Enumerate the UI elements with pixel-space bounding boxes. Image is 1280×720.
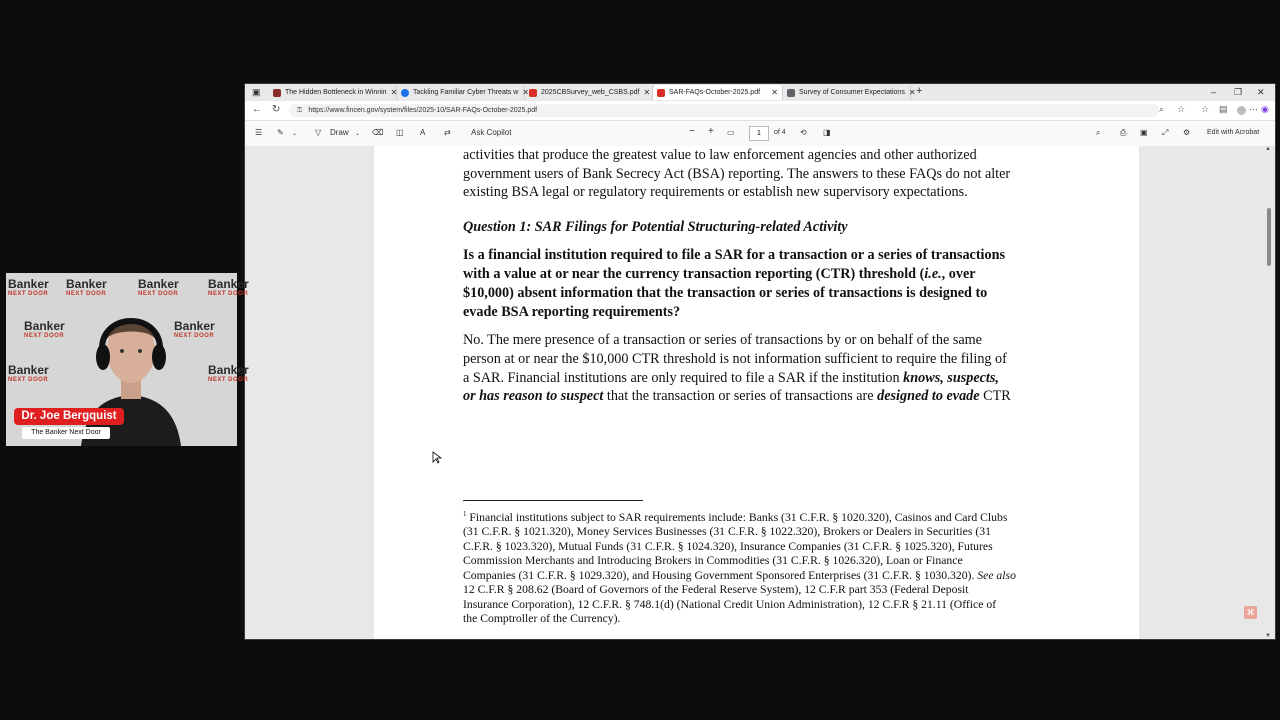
intro-line: government users of Bank Secrecy Act (BSA) reporting. The answers to these FAQs do not alter bbox=[463, 166, 1011, 182]
url-field[interactable] bbox=[289, 104, 1159, 117]
browser-icon bbox=[401, 89, 409, 97]
logo-backdrop bbox=[24, 321, 65, 341]
logo-subtext: NEXT DOOR bbox=[8, 291, 49, 297]
book-icon bbox=[273, 89, 281, 97]
question-line: Is a financial institution required to file a SAR for a transaction or a series of transactions bbox=[463, 247, 1006, 263]
footnote-line bbox=[463, 507, 1063, 525]
fullscreen-icon[interactable]: ⤢ bbox=[1162, 128, 1169, 137]
footnote-line: Commission Merchants and Introducing Brokers in Commodities (31 C.F.R. § 1026.320), Loan or Finance bbox=[463, 554, 963, 568]
tab-cbsurvey-pdf[interactable] bbox=[525, 85, 653, 100]
logo-text: Banker bbox=[8, 363, 49, 377]
footnote-line: Insurance Corporation), 12 C.F.R. § 748.1(d) (National Credit Union Administration), 12 C.F.R § 21.11 (Office of bbox=[463, 597, 997, 611]
footnote-divider bbox=[463, 500, 643, 501]
scroll-up-icon[interactable]: ▲ bbox=[1265, 146, 1271, 152]
fit-page-icon[interactable]: ▭ bbox=[727, 128, 735, 137]
eraser-icon[interactable]: ⌫ bbox=[372, 128, 384, 137]
footnote-line: the Comptroller of the Currency). bbox=[463, 612, 621, 626]
address-bar bbox=[245, 101, 1275, 121]
logo-backdrop bbox=[8, 279, 49, 299]
logo-text: Banker bbox=[138, 277, 179, 291]
close-window-button[interactable]: ✕ bbox=[1257, 87, 1265, 97]
pdf-page bbox=[374, 146, 1139, 639]
footnote-line bbox=[463, 569, 1063, 584]
logo-text: Banker bbox=[174, 319, 215, 333]
new-tab-button[interactable]: + bbox=[916, 85, 923, 97]
rotate-icon[interactable]: ⟲ bbox=[800, 128, 807, 137]
tab-label: The Hidden Bottleneck in Winnin bbox=[285, 89, 387, 96]
logo-text: Banker bbox=[208, 277, 249, 291]
answer-text: a SAR. Financial institutions are only required to file a SAR if the institution bbox=[463, 370, 904, 386]
edit-with-acrobat-button[interactable]: Edit with Acrobat bbox=[1207, 129, 1260, 136]
footnote-text: Companies (31 C.F.R. § 1029.320), and Housing Government Sponsored Enterprises (31 C.F.R. § 1030.320). bbox=[463, 568, 978, 582]
logo-backdrop bbox=[8, 365, 49, 385]
logo-backdrop bbox=[66, 279, 107, 299]
translate-icon[interactable]: ⇄ bbox=[444, 128, 451, 137]
back-button[interactable]: ← bbox=[252, 104, 262, 115]
two-page-icon[interactable]: ◨ bbox=[823, 128, 831, 137]
tab-cyber-threats[interactable] bbox=[397, 85, 529, 100]
tab-bar bbox=[245, 84, 1275, 101]
chevron-down-icon[interactable]: ⌄ bbox=[355, 131, 361, 137]
tab-label: Survey of Consumer Expectations bbox=[799, 89, 905, 96]
pdf-viewer[interactable] bbox=[245, 146, 1275, 639]
answer-line bbox=[463, 369, 1063, 388]
page-icon bbox=[787, 89, 795, 97]
logo-backdrop bbox=[208, 365, 249, 385]
tab-label: SAR-FAQs-October-2025.pdf bbox=[669, 89, 761, 96]
question-line: $10,000) absent information that the transaction or series of transactions is designed to bbox=[463, 285, 988, 301]
answer-text: that the transaction or series of transactions are bbox=[603, 388, 878, 404]
url-text: https://www.fincen.gov/system/files/2025-10/SAR-FAQs-October-2025.pdf bbox=[308, 107, 538, 114]
question-line bbox=[463, 265, 1063, 284]
profile-avatar-icon[interactable] bbox=[1237, 106, 1246, 115]
minimize-button[interactable]: – bbox=[1211, 87, 1217, 97]
tab-label: Tackling Familiar Cyber Threats w bbox=[413, 89, 519, 96]
question-text-italic: i.e. bbox=[924, 266, 942, 282]
collections-icon[interactable]: ▤ bbox=[1219, 104, 1228, 114]
footnote-marker: 1 bbox=[463, 510, 467, 518]
logo-backdrop bbox=[208, 279, 249, 299]
page-view-icon[interactable]: ◫ bbox=[396, 128, 404, 137]
page-count: of 4 bbox=[774, 129, 786, 136]
read-aloud-icon[interactable]: A bbox=[420, 128, 426, 137]
footnote-text: 12 C.F.R § 208.62 (Board of Governors of the Federal Reserve System), 12 C.F.R part 353 (Federal Deposit bbox=[463, 583, 969, 597]
answer-text: CTR bbox=[979, 388, 1011, 404]
copilot-icon[interactable]: ◉ bbox=[1261, 104, 1269, 114]
chevron-down-icon[interactable]: ⌄ bbox=[292, 131, 298, 137]
footnote-text: Financial institutions subject to SAR requirements include: Banks (31 C.F.R. § 1020.320), Casinos and Card Clubs bbox=[466, 510, 1008, 524]
zoom-out-button[interactable]: − bbox=[689, 126, 695, 137]
intro-line: existing BSA legal or regulatory requirements or establish new supervisory expectations. bbox=[463, 184, 968, 200]
tab-consumer-expectations[interactable] bbox=[783, 85, 916, 100]
footnote-line bbox=[463, 583, 1063, 598]
tab-hidden-bottleneck[interactable] bbox=[269, 85, 397, 100]
lock-icon: ⚿ bbox=[297, 106, 303, 114]
settings-icon[interactable]: ⚙ bbox=[1183, 128, 1191, 137]
scrollbar[interactable] bbox=[1265, 146, 1273, 639]
logo-text: Banker bbox=[8, 277, 49, 291]
answer-text-emphasis: knows, suspects, bbox=[903, 370, 999, 386]
webcam-overlay bbox=[6, 273, 249, 446]
tab-sar-faqs-pdf[interactable] bbox=[653, 85, 783, 100]
ask-copilot-button[interactable]: Ask Copilot bbox=[471, 128, 512, 137]
close-icon[interactable]: ✕ bbox=[908, 88, 916, 97]
footnote-line: (31 C.F.R. § 1021.320), Money Services Businesses (31 C.F.R. § 1022.320), Brokers or Dealers in Securities (31 bbox=[463, 525, 991, 539]
scrollbar-thumb[interactable] bbox=[1267, 208, 1271, 266]
question-text: with a value at or near the currency transaction reporting (CTR) threshold ( bbox=[463, 266, 925, 282]
close-icon[interactable]: ✕ bbox=[522, 88, 529, 97]
footnote bbox=[463, 507, 1063, 627]
intro-line: activities that produce the greatest value to law enforcement agencies and other authorized bbox=[463, 147, 977, 163]
logo-text: Banker bbox=[208, 363, 249, 377]
refresh-button[interactable]: ↻ bbox=[272, 104, 281, 115]
answer-line: person at or near the $10,000 CTR threshold is not information sufficient to require the filing of bbox=[463, 351, 1007, 367]
close-icon[interactable]: ✕ bbox=[643, 88, 651, 97]
tab-actions-icon[interactable]: ▣ bbox=[252, 87, 261, 97]
favorites-bar-icon[interactable]: ☆ bbox=[1201, 104, 1210, 114]
close-icon[interactable]: ✕ bbox=[390, 88, 398, 97]
question-text: , over bbox=[941, 266, 976, 282]
answer-line: No. The mere presence of a transaction or series of transactions by or on behalf of the same bbox=[463, 332, 982, 348]
footnote-line: C.F.R. § 1023.320), Mutual Funds (31 C.F.R. § 1024.320), Insurance Companies (31 C.F.R. § 1025.320), Futures bbox=[463, 539, 993, 553]
question-line: evade BSA reporting requirements? bbox=[463, 304, 681, 320]
save-icon[interactable]: ▣ bbox=[1140, 128, 1148, 137]
acrobat-icon[interactable]: ⌘ bbox=[1244, 606, 1257, 619]
answer-text-emphasis: designed to evade bbox=[877, 388, 980, 404]
pdf-toolbar bbox=[245, 121, 1275, 147]
show-name-tag: The Banker Next Door bbox=[22, 427, 110, 439]
zoom-in-button[interactable]: + bbox=[708, 126, 714, 137]
zoom-icon[interactable]: ⌕ bbox=[1159, 104, 1165, 114]
cursor-icon bbox=[433, 452, 441, 464]
draw-button[interactable]: Draw bbox=[330, 128, 349, 137]
logo-subtext: NEXT DOOR bbox=[208, 291, 249, 297]
page-number-input[interactable]: 1 bbox=[749, 126, 769, 141]
browser-window bbox=[244, 83, 1276, 640]
maximize-button[interactable]: ❐ bbox=[1234, 87, 1243, 97]
scroll-down-icon[interactable]: ▼ bbox=[1265, 633, 1271, 639]
logo-text: Banker bbox=[24, 319, 65, 333]
contents-icon[interactable]: ☰ bbox=[255, 128, 263, 137]
logo-backdrop bbox=[138, 279, 179, 299]
more-options-icon[interactable]: ⋯ bbox=[1249, 104, 1258, 114]
highlight-icon[interactable]: ✎ bbox=[277, 128, 284, 137]
logo-subtext: NEXT DOOR bbox=[138, 291, 179, 297]
close-icon[interactable]: ✕ bbox=[771, 88, 778, 97]
favorite-icon[interactable]: ☆ bbox=[1177, 104, 1186, 114]
logo-text: Banker bbox=[66, 277, 107, 291]
search-icon[interactable]: ⌕ bbox=[1096, 128, 1101, 137]
logo-subtext: NEXT DOOR bbox=[24, 333, 65, 339]
logo-subtext: NEXT DOOR bbox=[66, 291, 107, 297]
pdf-icon bbox=[657, 89, 665, 97]
draw-icon[interactable]: ▽ bbox=[315, 128, 322, 137]
answer-text-emphasis: or has reason to suspect bbox=[463, 388, 604, 404]
question-heading: Question 1: SAR Filings for Potential Structuring-related Activity bbox=[463, 219, 848, 235]
presenter-name-tag: Dr. Joe Bergquist bbox=[14, 408, 124, 425]
print-icon[interactable]: ⎙ bbox=[1120, 128, 1127, 137]
tab-label: 2025CBSurvey_web_CSBS.pdf bbox=[541, 89, 640, 96]
logo-subtext: NEXT DOOR bbox=[174, 333, 215, 339]
answer-line bbox=[463, 387, 1063, 406]
logo-subtext: NEXT DOOR bbox=[208, 377, 249, 383]
pdf-icon bbox=[529, 89, 537, 97]
logo-subtext: NEXT DOOR bbox=[8, 377, 49, 383]
footnote-see-also: See also bbox=[977, 568, 1016, 582]
